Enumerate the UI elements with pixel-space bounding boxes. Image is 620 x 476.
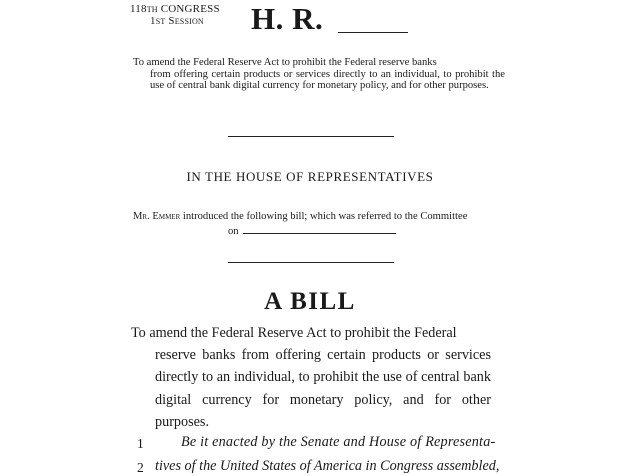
bill-summary <box>133 57 505 92</box>
long-title-continuation: reserve banks from offering certain products or services directly to an individual, to prohibit the use of central bank digital currency for monetary policy, and for other purposes. <box>155 347 491 430</box>
divider-rule <box>228 262 394 263</box>
enacting-clause-line-2: tives of the United States of America in Congress assembled, <box>155 458 500 474</box>
line-number: 2 <box>137 460 144 475</box>
date-blank-line <box>243 224 396 234</box>
divider-rule <box>228 136 394 137</box>
house-heading: IN THE HOUSE OF REPRESENTATIVES <box>186 169 434 184</box>
congress-number: 118th CONGRESS <box>130 3 220 15</box>
congress-session-label <box>130 3 220 27</box>
on-label: on <box>228 225 239 237</box>
introduction-text: introduced the following bill; which was referred to the Committee <box>182 211 468 222</box>
line-number: 1 <box>137 436 144 451</box>
enacting-clause-line-1: Be it enacted by the Senate and House of Representa- <box>181 434 496 450</box>
bill-number-blank-line <box>338 32 408 33</box>
summary-first-line: To amend the Federal Reserve Act to prohibit the Federal reserve banks <box>133 57 437 68</box>
session-number: 1st Session <box>150 15 204 27</box>
summary-continuation: from offering certain products or services directly to an individual, to prohibit the use of central bank digital currency for monetary policy, and for other purposes. <box>150 68 505 92</box>
sponsor-name: Mr. Emmer <box>133 211 181 222</box>
bill-title: A BILL <box>264 288 356 315</box>
long-title-first-line: To amend the Federal Reserve Act to prohibit the Federal <box>131 325 457 341</box>
bill-long-title <box>131 322 491 433</box>
introduction-statement <box>133 211 505 238</box>
committee-date-line <box>133 224 505 239</box>
bill-number-heading: H. R. <box>251 1 324 36</box>
